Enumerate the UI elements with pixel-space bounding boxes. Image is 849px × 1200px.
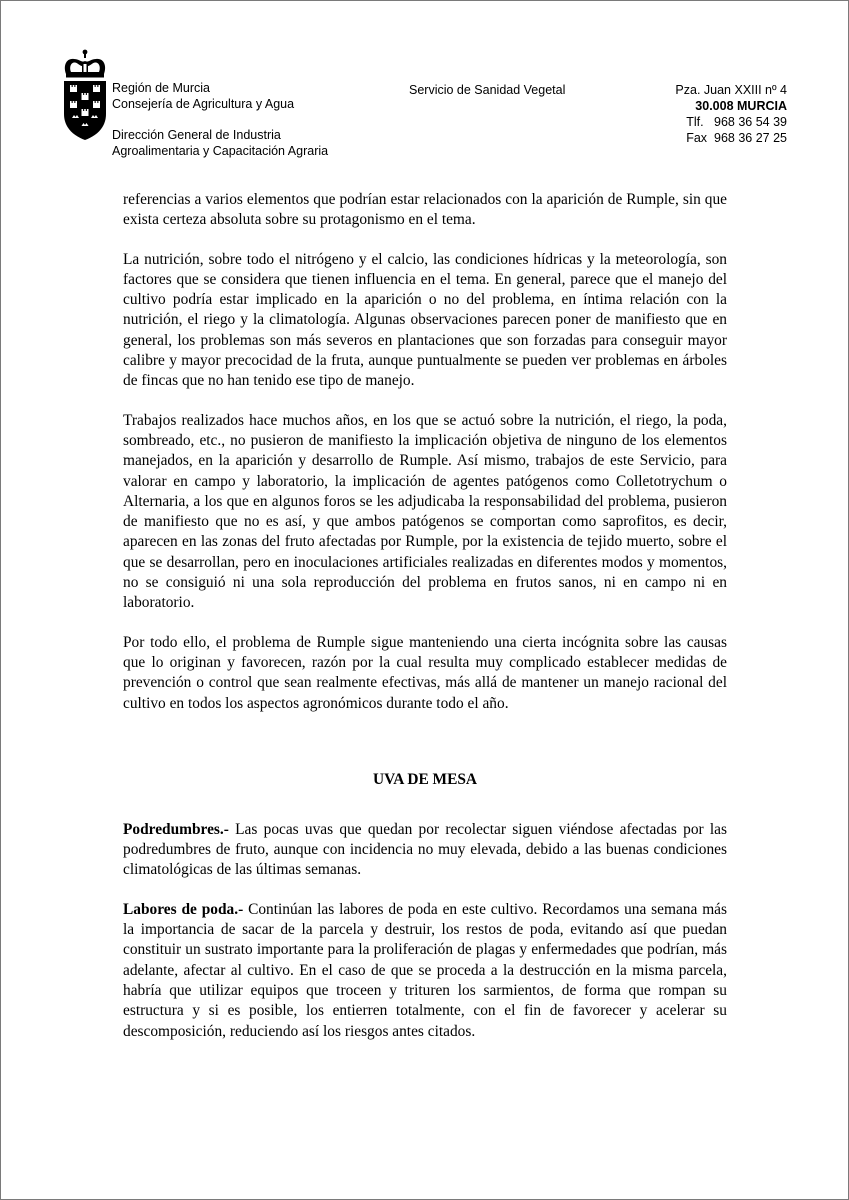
paragraph-text-podredumbres: Las pocas uvas que quedan por recolectar siguen viéndose afectadas por las podredumbres de fruto, aunque con incidencia no muy elevada, debido a las buenas condiciones climatológicas de las últimas semanas. <box>123 820 727 879</box>
dept-line-1: Dirección General de Industria <box>112 128 281 142</box>
region-de-murcia-coat-of-arms-icon <box>60 48 110 142</box>
org-line-1: Región de Murcia <box>112 81 210 95</box>
org-line-2: Consejería de Agricultura y Agua <box>112 97 295 111</box>
paragraph-lead-podredumbres: Podredumbres.- <box>123 820 229 838</box>
header-service: Servicio de Sanidad Vegetal <box>409 83 566 97</box>
address-line-1: Pza. Juan XXIII nº 4 <box>675 83 787 97</box>
section-title: UVA DE MESA <box>372 770 478 788</box>
header-address <box>675 82 787 146</box>
paragraph-2: La nutrición, sobre todo el nitrógeno y el calcio, las condiciones hídricas y la meteorología, son factores que se considera que tienen influencia en el tema. En general, parece que el manejo del cultivo podría estar implicado en la aparición o no del problema, en íntima relación con la nutrición, el riego y la climatología. Algunas observaciones parecen poner de manifiesto que en general, los problemas son más severos en plantaciones que son forzadas para conseguir mayor calibre y mayor precocidad de la fruta, aunque puntualmente se pueden ver problemas en árboles de fincas que no han tenido ese tipo de manejo. <box>123 250 727 390</box>
paragraph-1: referencias a varios elementos que podrían estar relacionados con la aparición de Rumple, sin que exista certeza absoluta sobre su protagonismo en el tema. <box>123 191 727 229</box>
address-phone: Tlf. 968 36 54 39 <box>686 115 787 129</box>
paragraph-3: Trabajos realizados hace muchos años, en los que se actuó sobre la nutrición, el riego, la poda, sombreado, etc., no pusieron de manifiesto la implicación objetiva de ninguno de los elementos manejados, en la aparición y desarrollo de Rumple. Así mismo, trabajos de este Servicio, para valorar en campo y laboratorio, la implicación de agentes patógenos como Colletotrychum o Alternaria, a los que en algunos foros se les adjudicaba la responsabilidad del problema, pusieron de manifiesto que no es así, y que ambos patógenos se comportan como saprofitos, es decir, aparecen en las zonas del fruto afectadas por Rumple, por la existencia de tejido muerto, sobre el que se desarrollan, pero en inoculaciones artificiales realizadas en diferentes modos y momentos, no se consiguió ni una sola reproducción del problema en frutos sanos, ni en campo ni en laboratorio. <box>123 411 727 612</box>
paragraph-labores-poda <box>123 900 727 1042</box>
paragraph-lead-labores-poda: Labores de poda.- <box>123 900 244 918</box>
paragraph-text-labores-poda: Continúan las labores de poda en este cultivo. Recordamos una semana más la importancia de sacar de la parcela y destruir, los restos de poda, evitando así que puedan constituir un sustrato importante para la proliferación de plagas y enfermedades que podrían, más adelante, afectar al cultivo. En el caso de que se proceda a la destrucción en la misma parcela, habría que utilizar equipos que troceen y trituren los sarmientos, de forma que rompan su estructura y si es posible, los entierren totalmente, con el fin de favorecer y acelerar su descomposición, reduciendo así los riesgos antes citados. <box>123 900 727 1040</box>
document-body <box>123 190 727 1061</box>
paragraph-4: Por todo ello, el problema de Rumple sigue manteniendo una cierta incógnita sobre las causas que lo originan y favorecen, razón por la cual resulta muy complicado establecer medidas de prevención o control que sean realmente efectivas, más allá de mantener un manejo racional del cultivo en todos los aspectos agronómicos durante todo el año. <box>123 633 727 712</box>
dept-line-2: Agroalimentaria y Capacitación Agraria <box>112 144 329 158</box>
header-department <box>112 127 328 159</box>
paragraph-podredumbres <box>123 820 727 881</box>
header-organization <box>112 80 294 112</box>
address-line-2: 30.008 MURCIA <box>695 99 787 113</box>
address-fax: Fax 968 36 27 25 <box>686 131 787 145</box>
